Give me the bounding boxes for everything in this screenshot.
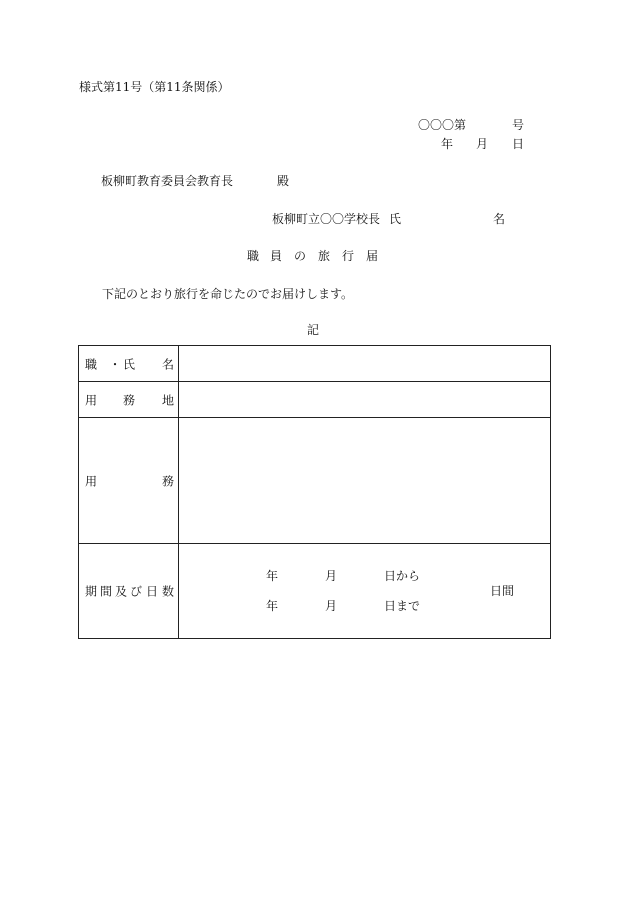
period-to-year: 年	[266, 599, 279, 613]
title-char: 旅	[318, 249, 331, 263]
addressee-honorific: 殿	[277, 174, 290, 188]
period-from-day: 日から	[384, 569, 421, 583]
title-char: の	[294, 249, 307, 263]
label-char: 数	[162, 584, 175, 599]
period-to-month: 月	[325, 599, 338, 613]
label-char: ・	[109, 357, 122, 371]
label-char: 地	[162, 393, 175, 407]
row-business	[79, 418, 551, 544]
label-char: 間	[100, 584, 113, 599]
label-char: 日	[146, 584, 159, 599]
document-number-prefix: 〇〇〇第	[418, 118, 467, 132]
label-char: 期	[85, 584, 98, 599]
place-value-cell[interactable]	[179, 382, 551, 418]
title-char: 員	[270, 249, 283, 263]
label-business	[79, 418, 179, 544]
period-days: 日間	[490, 584, 515, 598]
label-char: 及	[115, 584, 128, 599]
body-text: 下記のとおり旅行を命じたのでお届けします。	[102, 287, 354, 301]
row-period	[79, 544, 551, 639]
sender-shi: 氏	[389, 212, 402, 226]
name-value-cell[interactable]	[179, 346, 551, 382]
title-char: 行	[342, 249, 355, 263]
date-month: 月	[476, 137, 489, 151]
label-char: 務	[162, 474, 175, 488]
period-from-year: 年	[266, 569, 279, 583]
sender-title: 板柳町立〇〇学校長	[272, 212, 381, 226]
label-char: び	[130, 584, 143, 599]
date-year: 年	[441, 137, 454, 151]
label-char: 名	[162, 357, 175, 371]
title-char: 届	[366, 249, 379, 263]
row-place	[79, 382, 551, 418]
period-to-day: 日まで	[384, 599, 421, 613]
title-char: 職	[247, 249, 260, 263]
business-value-cell[interactable]	[179, 418, 551, 544]
date-day: 日	[512, 137, 525, 151]
label-char: 用	[85, 474, 98, 488]
travel-form-table	[78, 345, 551, 639]
sender-mei: 名	[493, 212, 506, 226]
ki-heading: 記	[307, 323, 320, 337]
label-char: 務	[123, 393, 136, 407]
label-name	[79, 346, 179, 382]
addressee-name: 板柳町教育委員会教育長	[101, 174, 234, 188]
form-number: 様式第11号（第11条関係）	[79, 80, 230, 94]
period-from-month: 月	[325, 569, 338, 583]
label-place	[79, 382, 179, 418]
label-char: 職	[85, 357, 98, 371]
document-number-suffix: 号	[512, 118, 525, 132]
label-char: 用	[85, 393, 98, 407]
label-period	[79, 544, 179, 639]
period-value-cell[interactable]	[179, 544, 551, 639]
label-char: 氏	[123, 357, 136, 371]
row-name	[79, 346, 551, 382]
